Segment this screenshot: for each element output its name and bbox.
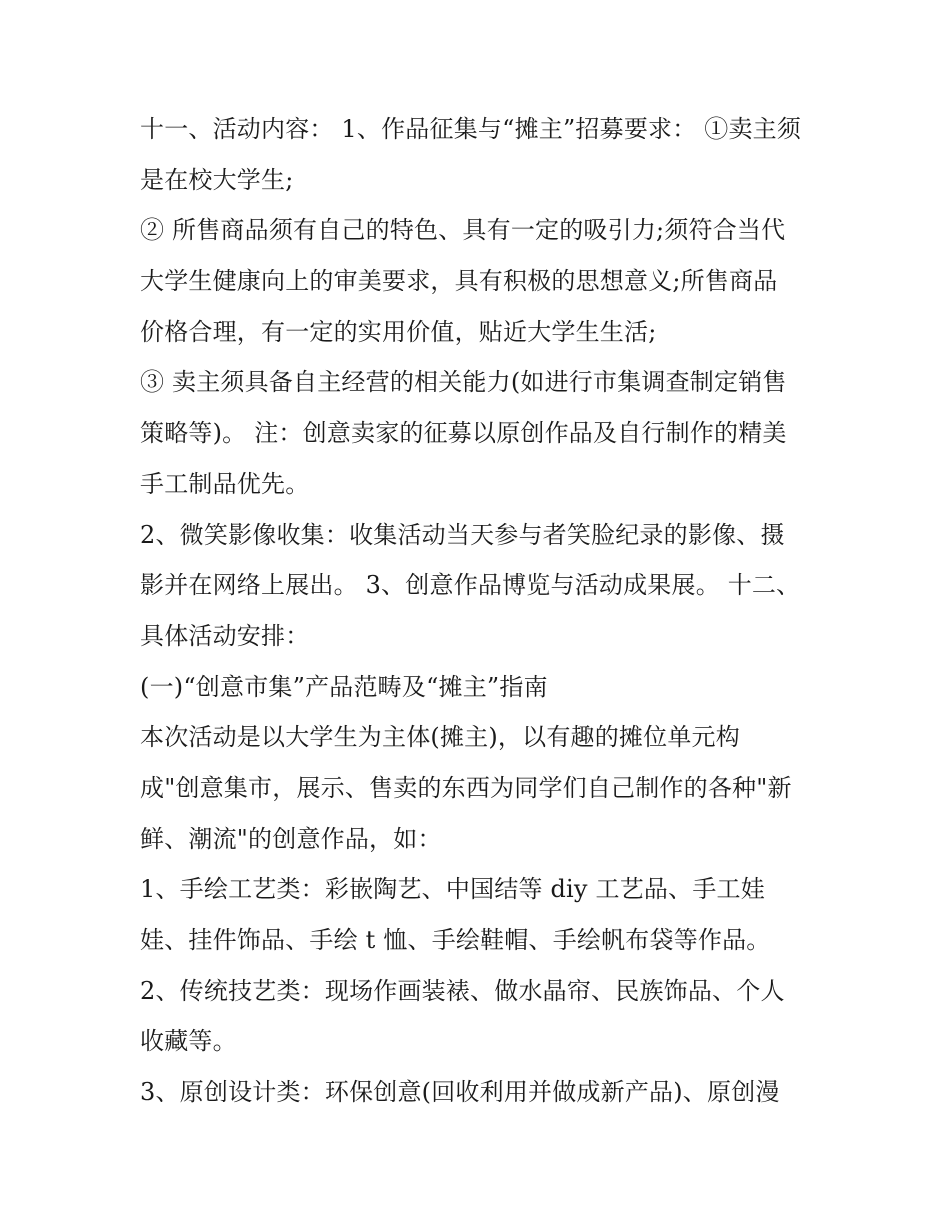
text-line: 收藏等。 [140,1027,237,1056]
text-line: ③ 卖主须具备自主经营的相关能力(如进行市集调查制定销售 [140,368,787,397]
text-line: ② 所售商品须有自己的特色、具有一定的吸引力;须符合当代 [140,216,786,245]
text-line: 3、原创设计类：环保创意(回收利用并做成新产品)、原创漫 [140,1078,780,1107]
text-line: 具体活动安排： [140,621,310,650]
text-line: 娃、挂件饰品、手绘 t 恤、手绘鞋帽、手绘帆布袋等作品。 [140,926,771,954]
text-line: 价格合理，有一定的实用价值，贴近大学生生活; [140,317,657,346]
text-line: 鲜、潮流"的创意作品，如： [140,824,442,853]
text-line: 成"创意集市，展示、售卖的东西为同学们自己制作的各种"新 [140,773,792,802]
text-line: 策略等)。 注：创意卖家的征募以原创作品及自行制作的精美 [140,419,787,448]
text-line: 手工制品优先。 [140,469,310,498]
text-line: 十一、活动内容： 1、作品征集与“摊主”招募要求： ①卖主须 [140,115,802,143]
text-line: 影并在网络上展出。 3、创意作品博览与活动成果展。 十二、 [140,571,801,600]
text-line: 1、手绘工艺类：彩嵌陶艺、中国结等 diy 工艺品、手工娃 [140,875,765,904]
text-line: 2、微笑影像收集：收集活动当天参与者笑脸纪录的影像、摄 [140,520,785,549]
document-body [140,104,820,1118]
text-line: 大学生健康向上的审美要求，具有积极的思想意义;所售商品 [140,267,778,296]
section-heading: (一)“创意市集”产品范畴及“摊主”指南 [140,672,548,701]
text-line: 是在校大学生; [140,165,294,194]
text-line: 2、传统技艺类：现场作画装裱、做水晶帘、民族饰品、个人 [140,976,785,1005]
text-line: 本次活动是以大学生为主体(摊主)，以有趣的摊位单元构 [140,723,740,752]
